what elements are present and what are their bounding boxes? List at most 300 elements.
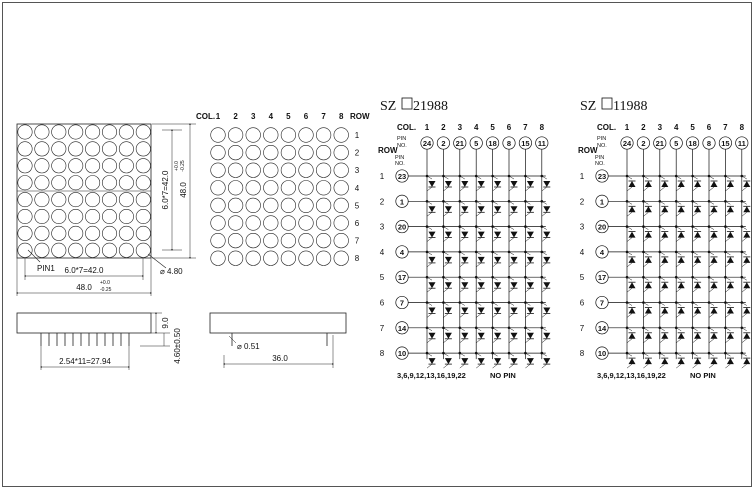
led-lead	[725, 212, 730, 216]
led-lead	[443, 277, 448, 280]
matrix-dot	[246, 163, 261, 178]
front-dot	[35, 226, 49, 240]
led-lead	[509, 328, 514, 331]
matrix-dot	[281, 145, 296, 160]
led-lead	[709, 263, 714, 267]
front-dot	[136, 159, 150, 173]
led-diode-icon	[461, 358, 468, 364]
schematic-col-number: 7	[723, 123, 728, 132]
matrix-row-number: 3	[354, 166, 360, 176]
matrix-dot	[211, 181, 226, 196]
matrix-dot	[316, 145, 331, 160]
led-lead	[627, 252, 632, 255]
led-lead	[443, 353, 448, 356]
led-diode-icon	[645, 308, 652, 314]
schematic-title-number: 11988	[613, 99, 648, 114]
led-diode-icon	[511, 232, 518, 238]
led-lead	[509, 353, 514, 356]
front-dot	[69, 209, 83, 223]
led-lead	[643, 252, 648, 255]
led-lead	[476, 227, 481, 230]
led-lead	[525, 201, 530, 204]
led-diode-icon	[645, 206, 652, 212]
schematic-row-number: 6	[579, 298, 585, 308]
schematic-col-number: 1	[624, 123, 630, 132]
matrix-col-number: 8	[338, 112, 344, 121]
led-lead	[542, 176, 547, 179]
schematic-col-number: 6	[706, 123, 712, 132]
led-lead	[509, 187, 514, 191]
matrix-col-number: 5	[286, 112, 291, 121]
front-dot	[52, 192, 66, 206]
led-lead	[525, 328, 530, 331]
schematic-pin-no-label: PIN	[597, 136, 607, 142]
matrix-dot	[316, 233, 331, 248]
led-diode-icon	[678, 257, 685, 263]
front-dot	[119, 176, 133, 190]
led-diode-icon	[527, 257, 534, 263]
led-lead	[660, 263, 665, 267]
matrix-col-number: 1	[215, 112, 221, 121]
led-lead	[493, 263, 498, 267]
schematic-row-number: 3	[379, 222, 385, 232]
matrix-dot-grid	[211, 128, 349, 266]
dim-depth-label: 36.0	[272, 354, 288, 363]
led-lead	[427, 339, 432, 343]
dot-diameter-label: ⌀ 4.80	[160, 267, 183, 276]
front-dot	[136, 192, 150, 206]
led-diode-icon	[645, 181, 652, 187]
led-diode-icon	[445, 333, 452, 339]
led-lead	[443, 252, 448, 255]
led-lead	[427, 288, 432, 292]
led-lead	[709, 187, 714, 191]
led-diode-icon	[527, 206, 534, 212]
no-pin-list: 3,6,9,12,13,16,19,22	[597, 371, 666, 380]
led-lead	[476, 353, 481, 356]
led-lead	[525, 314, 530, 318]
matrix-row-label: ROW	[350, 112, 370, 121]
led-diode-icon	[429, 206, 436, 212]
row-pin-number: 23	[397, 172, 407, 181]
led-lead	[627, 353, 632, 356]
led-diode-icon	[494, 206, 501, 212]
led-lead	[660, 187, 665, 191]
led-lead	[525, 252, 530, 255]
led-diode-icon	[711, 333, 718, 339]
led-diode-icon	[661, 282, 668, 288]
front-dot	[35, 192, 49, 206]
dim-outer-height-tol-top: +0.0	[174, 161, 180, 171]
led-lead	[693, 314, 698, 318]
led-lead	[709, 288, 714, 292]
matrix-dot	[264, 145, 279, 160]
led-diode-icon	[429, 181, 436, 187]
matrix-dot	[299, 128, 314, 143]
led-lead	[525, 288, 530, 292]
matrix-dot	[316, 251, 331, 266]
front-dot	[102, 192, 116, 206]
led-lead	[676, 212, 681, 216]
col-pin-number: 18	[688, 139, 697, 148]
led-lead	[542, 328, 547, 331]
led-lead	[542, 238, 547, 242]
led-lead	[427, 227, 432, 230]
led-diode-icon	[511, 257, 518, 263]
matrix-dot	[211, 198, 226, 213]
schematic-pin-no-label: NO.	[397, 143, 407, 149]
led-diode-icon	[527, 181, 534, 187]
col-pin-number: 2	[641, 139, 646, 148]
led-diode-icon	[494, 333, 501, 339]
led-diode-icon	[743, 206, 750, 212]
led-lead	[525, 238, 530, 242]
led-lead	[643, 364, 648, 368]
led-lead	[676, 303, 681, 306]
led-lead	[525, 303, 530, 306]
matrix-row-number: 8	[354, 254, 360, 264]
front-dot	[119, 192, 133, 206]
led-lead	[742, 328, 747, 331]
matrix-dot	[228, 216, 243, 231]
led-diode-icon	[527, 232, 534, 238]
led-lead	[460, 353, 465, 356]
led-diode-icon	[694, 232, 701, 238]
schematic-row-number: 8	[379, 349, 385, 359]
front-dot	[18, 176, 32, 190]
matrix-dot	[228, 145, 243, 160]
schematic-row-number: 6	[379, 298, 385, 308]
matrix-row-number: 5	[354, 201, 360, 211]
col-pin-number: 15	[521, 139, 530, 148]
led-lead	[627, 339, 632, 343]
led-lead	[460, 303, 465, 306]
led-diode-icon	[478, 308, 485, 314]
led-lead	[493, 314, 498, 318]
led-diode-icon	[445, 257, 452, 263]
led-lead	[427, 328, 432, 331]
led-diode-icon	[461, 308, 468, 314]
led-diode-icon	[494, 232, 501, 238]
led-diode-icon	[511, 206, 518, 212]
led-diode-icon	[694, 333, 701, 339]
row-pin-number: 1	[399, 197, 405, 207]
led-lead	[427, 353, 432, 356]
schematic-pin-no-label: NO.	[595, 161, 605, 167]
led-diode-icon	[429, 257, 436, 263]
led-lead	[725, 353, 730, 356]
schematic-pin-no-label: NO.	[395, 161, 405, 167]
matrix-dot	[281, 163, 296, 178]
led-diode-icon	[629, 257, 636, 263]
front-dot	[102, 243, 116, 257]
schematic-row-number: 8	[579, 349, 585, 359]
matrix-dot	[246, 198, 261, 213]
front-dot	[102, 209, 116, 223]
sheet-border	[3, 3, 752, 487]
led-diode-icon	[743, 308, 750, 314]
matrix-dot	[281, 233, 296, 248]
matrix-dot	[281, 181, 296, 196]
led-lead	[427, 303, 432, 306]
led-lead	[427, 201, 432, 204]
led-lead	[742, 201, 747, 204]
led-lead	[627, 227, 632, 230]
led-diode-icon	[429, 282, 436, 288]
led-lead	[525, 353, 530, 356]
front-view	[17, 124, 196, 296]
led-diode-icon	[661, 181, 668, 187]
matrix-dot	[334, 181, 349, 196]
led-lead	[443, 176, 448, 179]
matrix-row-number: 4	[354, 183, 360, 193]
led-lead	[542, 364, 547, 368]
front-dot	[85, 192, 99, 206]
led-lead	[443, 227, 448, 230]
col-pin-number: 18	[488, 139, 497, 148]
matrix-dot	[316, 181, 331, 196]
led-diode-icon	[743, 333, 750, 339]
side-view-left	[17, 313, 182, 370]
row-pin-number: 23	[597, 172, 607, 181]
led-diode-icon	[511, 282, 518, 288]
led-lead	[509, 364, 514, 368]
led-lead	[643, 212, 648, 216]
front-dot	[18, 209, 32, 223]
schematic-title: SZ	[380, 99, 397, 114]
matrix-row-number: 7	[354, 236, 360, 246]
schematic-row-label: ROW	[378, 146, 398, 155]
schematic-col-number: 2	[641, 123, 646, 132]
front-dot	[69, 192, 83, 206]
led-diode-icon	[661, 308, 668, 314]
led-diode-icon	[445, 181, 452, 187]
matrix-dot	[246, 181, 261, 196]
led-diode-icon	[445, 358, 452, 364]
schematic-row-number: 4	[579, 247, 585, 257]
led-lead	[460, 176, 465, 179]
led-lead	[676, 353, 681, 356]
led-diode-icon	[543, 181, 550, 187]
led-diode-icon	[629, 333, 636, 339]
led-lead	[742, 212, 747, 216]
front-dot	[136, 209, 150, 223]
led-lead	[709, 201, 714, 204]
schematic-col-number: 8	[539, 123, 545, 132]
side-left-pin-group	[41, 333, 129, 346]
matrix-dot	[264, 198, 279, 213]
led-diode-icon	[727, 181, 734, 187]
led-lead	[676, 252, 681, 255]
schematic-pin-no-label: PIN	[395, 155, 405, 161]
led-lead	[443, 288, 448, 292]
led-lead	[676, 201, 681, 204]
led-lead	[693, 238, 698, 242]
led-diode-icon	[543, 206, 550, 212]
matrix-dot	[316, 216, 331, 231]
led-lead	[509, 263, 514, 267]
led-lead	[693, 212, 698, 216]
led-lead	[693, 263, 698, 267]
led-lead	[627, 238, 632, 242]
led-lead	[493, 176, 498, 179]
row-pin-number: 7	[399, 298, 405, 308]
led-lead	[676, 288, 681, 292]
dim-outer-width-label: 48.0	[76, 283, 92, 292]
matrix-dot	[334, 145, 349, 160]
led-diode-icon	[678, 206, 685, 212]
led-lead	[627, 277, 632, 280]
schematic-col-number: 5	[690, 123, 695, 132]
led-diode-icon	[527, 282, 534, 288]
matrix-dot	[246, 251, 261, 266]
led-lead	[676, 314, 681, 318]
col-pin-number: 21	[455, 139, 464, 148]
led-lead	[493, 288, 498, 292]
schematic-row-label: ROW	[578, 146, 598, 155]
led-lead	[525, 227, 530, 230]
matrix-dot	[264, 163, 279, 178]
front-dot	[85, 142, 99, 156]
led-lead	[493, 328, 498, 331]
front-dot	[136, 125, 150, 139]
led-diode-icon	[645, 232, 652, 238]
led-lead	[742, 314, 747, 318]
led-lead	[725, 176, 730, 179]
matrix-dot	[299, 216, 314, 231]
led-diode-icon	[743, 282, 750, 288]
row-pin-number: 4	[399, 247, 405, 257]
led-diode-icon	[743, 232, 750, 238]
dot-diameter-leader	[148, 254, 166, 268]
led-diode-icon	[461, 181, 468, 187]
led-lead	[709, 212, 714, 216]
no-pin-list: 3,6,9,12,13,16,19,22	[397, 371, 466, 380]
matrix-col-number: 4	[268, 112, 274, 121]
led-diode-icon	[461, 206, 468, 212]
front-dot	[136, 176, 150, 190]
led-lead	[493, 227, 498, 230]
led-lead	[476, 288, 481, 292]
matrix-col-number: 7	[321, 112, 326, 121]
led-lead	[725, 328, 730, 331]
led-lead	[476, 277, 481, 280]
led-diode-icon	[694, 206, 701, 212]
led-lead	[709, 303, 714, 306]
led-lead	[627, 288, 632, 292]
schematic-title: SZ	[580, 99, 597, 114]
led-diode-icon	[645, 333, 652, 339]
matrix-dot	[334, 128, 349, 143]
led-lead	[643, 187, 648, 191]
led-diode-icon	[543, 333, 550, 339]
matrix-dot	[299, 145, 314, 160]
led-lead	[742, 238, 747, 242]
led-lead	[476, 176, 481, 179]
front-dot	[52, 209, 66, 223]
led-diode-icon	[743, 358, 750, 364]
led-lead	[693, 288, 698, 292]
front-dot	[119, 243, 133, 257]
led-lead	[643, 303, 648, 306]
matrix-dot	[334, 216, 349, 231]
led-lead	[509, 212, 514, 216]
led-diode-icon	[629, 282, 636, 288]
led-lead	[493, 252, 498, 255]
led-diode-icon	[711, 308, 718, 314]
led-lead	[660, 314, 665, 318]
led-diode-icon	[527, 333, 534, 339]
pin1-label: PIN1	[37, 264, 55, 273]
matrix-dot	[281, 128, 296, 143]
matrix-dot	[246, 233, 261, 248]
schematic-col-number: 1	[424, 123, 430, 132]
row-pin-number: 14	[597, 323, 607, 333]
led-lead	[693, 227, 698, 230]
front-dot	[18, 192, 32, 206]
matrix-dot	[211, 251, 226, 266]
front-dot	[18, 226, 32, 240]
led-diode-icon	[543, 232, 550, 238]
matrix-dot	[316, 163, 331, 178]
schematic-sz21988	[378, 98, 550, 380]
led-lead	[542, 201, 547, 204]
front-dot	[35, 209, 49, 223]
row-pin-number: 20	[597, 222, 607, 232]
led-lead	[476, 238, 481, 242]
led-diode-icon	[511, 308, 518, 314]
led-diode-icon	[543, 308, 550, 314]
matrix-dot	[299, 163, 314, 178]
led-lead	[443, 263, 448, 267]
led-lead	[725, 277, 730, 280]
matrix-dot	[334, 163, 349, 178]
schematic-col-label: COL.	[597, 123, 617, 132]
matrix-dot	[334, 233, 349, 248]
led-lead	[742, 252, 747, 255]
led-diode-icon	[543, 282, 550, 288]
matrix-dot	[246, 216, 261, 231]
led-diode-icon	[478, 181, 485, 187]
schematic-col-number: 2	[441, 123, 446, 132]
led-diode-icon	[478, 333, 485, 339]
side-body-right	[210, 313, 346, 333]
matrix-dot	[334, 251, 349, 266]
led-lead	[525, 277, 530, 280]
led-lead	[476, 328, 481, 331]
led-lead	[643, 328, 648, 331]
led-lead	[542, 277, 547, 280]
led-diode-icon	[727, 358, 734, 364]
led-lead	[443, 212, 448, 216]
dim-side-height-label: 9.0	[161, 317, 170, 329]
led-diode-icon	[661, 333, 668, 339]
led-diode-icon	[645, 358, 652, 364]
led-lead	[460, 364, 465, 368]
schematic-col-number: 5	[490, 123, 495, 132]
led-diode-icon	[511, 333, 518, 339]
matrix-col-number: 3	[250, 112, 256, 121]
matrix-col-numbers	[216, 112, 344, 121]
led-lead	[660, 288, 665, 292]
led-lead	[725, 187, 730, 191]
schematic-col-number: 8	[739, 123, 745, 132]
title-box-glyph	[402, 98, 412, 109]
led-lead	[725, 252, 730, 255]
led-lead	[542, 339, 547, 343]
led-lead	[460, 201, 465, 204]
matrix-dot	[228, 128, 243, 143]
